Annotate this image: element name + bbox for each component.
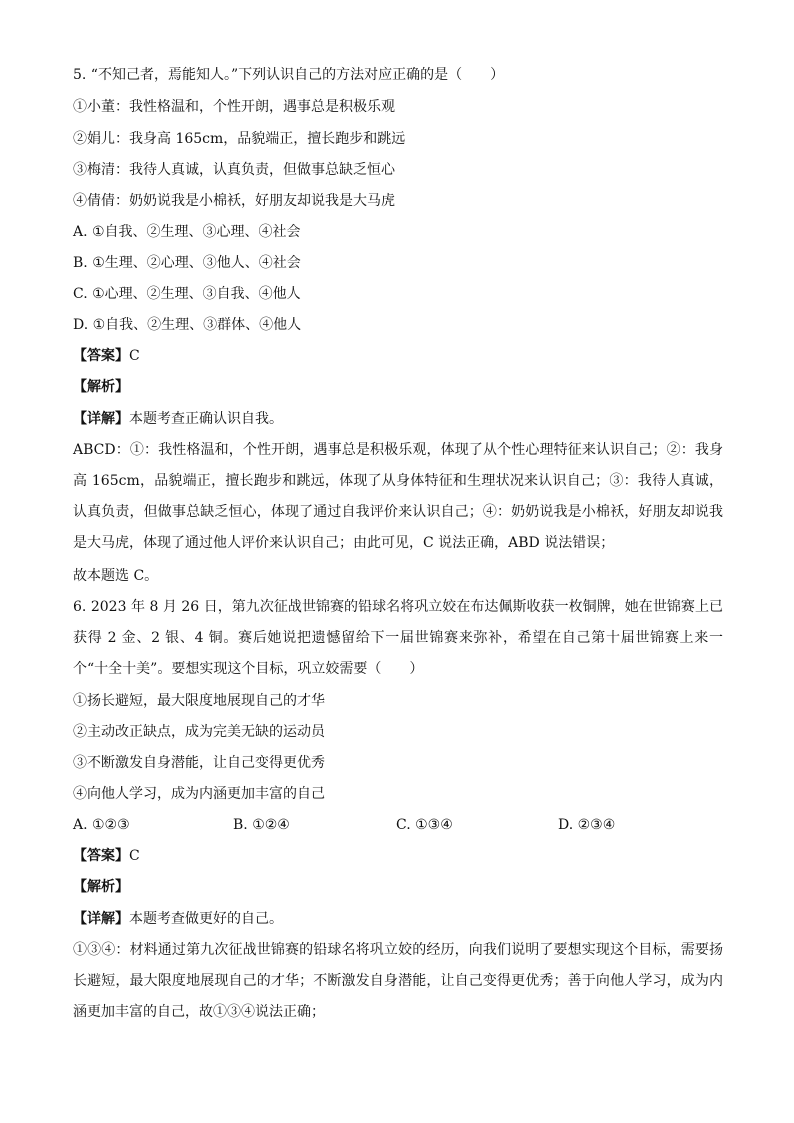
q5-conclusion: 故本题选 C。 xyxy=(73,568,159,584)
q6-option-c: C. ①③④ xyxy=(396,817,453,833)
q5-item-3: ③梅清：我待人真诚，认真负责，但做事总缺乏恒心 xyxy=(73,162,395,178)
q5-answer-value: C xyxy=(129,348,140,364)
q6-item-2: ②主动改正缺点，成为完美无缺的运动员 xyxy=(73,724,325,740)
q5-item-2: ②娟儿：我身高 165cm，品貌端正，擅长跑步和跳远 xyxy=(73,131,406,147)
q6-option-d: D. ②③④ xyxy=(558,817,616,833)
q5-detail-text: 本题考查正确认识自我。 xyxy=(129,411,283,427)
q5-stem: 5. “不知己者，焉能知人。”下列认识自己的方法对应正确的是（ ） xyxy=(73,67,505,83)
q6-option-a: A. ①②③ xyxy=(73,817,130,833)
q6-analysis-label: 【解析】 xyxy=(73,879,129,895)
q6-option-b: B. ①②④ xyxy=(233,817,290,833)
q6-detail-text: 本题考查做更好的自己。 xyxy=(129,911,283,927)
q6-stem: 6. 2023 年 8 月 26 日，第九次征战世锦赛的铅球名将巩立姣在布达佩斯收获一枚铜牌，她在世锦赛上已获得 2 金、2 银、4 铜。赛后她说把遗憾留给下一届世锦赛来弥补，希望在自己第十届世锦赛上来一个“十全十美”。要想实现这个目标，巩立姣需要（ ） xyxy=(73,599,723,677)
q5-detail-line xyxy=(73,409,283,429)
q5-option-b: B. ①生理、②心理、③他人、④社会 xyxy=(73,255,301,271)
q5-answer-line xyxy=(73,346,140,366)
q6-item-1: ①扬长避短，最大限度地展现自己的才华 xyxy=(73,693,325,709)
q5-analysis-label: 【解析】 xyxy=(73,379,129,395)
q5-item-4: ④倩倩：奶奶说我是小棉袄，好朋友却说我是大马虎 xyxy=(73,193,395,209)
q6-item-4: ④向他人学习，成为内涵更加丰富的自己 xyxy=(73,786,325,802)
q6-options-row xyxy=(73,815,723,835)
q6-detail-label: 【详解】 xyxy=(73,911,129,927)
q5-option-d: D. ①自我、②生理、③群体、④他人 xyxy=(73,317,302,333)
q6-answer-label: 【答案】 xyxy=(73,848,129,864)
q5-explanation: ABCD：①：我性格温和，个性开朗，遇事总是积极乐观，体现了从个性心理特征来认识自己；②：我身高 165cm，品貌端正，擅长跑步和跳远，体现了从身体特征和生理状况来认识自己；③：我待人真诚，认真负责，但做事总缺乏恒心，体现了通过自我评价来认识自己；④：奶奶说我是小棉袄，好朋友却说我是大马虎，体现了通过他人评价来认识自己；由此可见，C 说法正确，ABD 说法错误； xyxy=(73,442,723,551)
q6-detail-line xyxy=(73,909,283,929)
q5-item-1: ①小董：我性格温和，个性开朗，遇事总是积极乐观 xyxy=(73,99,395,115)
q6-answer-line xyxy=(73,846,140,866)
q5-answer-label: 【答案】 xyxy=(73,348,129,364)
q6-explanation: ①③④：材料通过第九次征战世锦赛的铅球名将巩立姣的经历，向我们说明了要想实现这个目标，需要扬长避短，最大限度地展现自己的才华；不断激发自身潜能，让自己变得更优秀；善于向他人学习，成为内涵更加丰富的自己，故①③④说法正确； xyxy=(73,942,723,1020)
q5-option-c: C. ①心理、②生理、③自我、④他人 xyxy=(73,286,301,302)
q5-option-a: A. ①自我、②生理、③心理、④社会 xyxy=(73,224,301,240)
q5-detail-label: 【详解】 xyxy=(73,411,129,427)
q6-item-3: ③不断激发自身潜能，让自己变得更优秀 xyxy=(73,755,325,771)
q6-answer-value: C xyxy=(129,848,140,864)
